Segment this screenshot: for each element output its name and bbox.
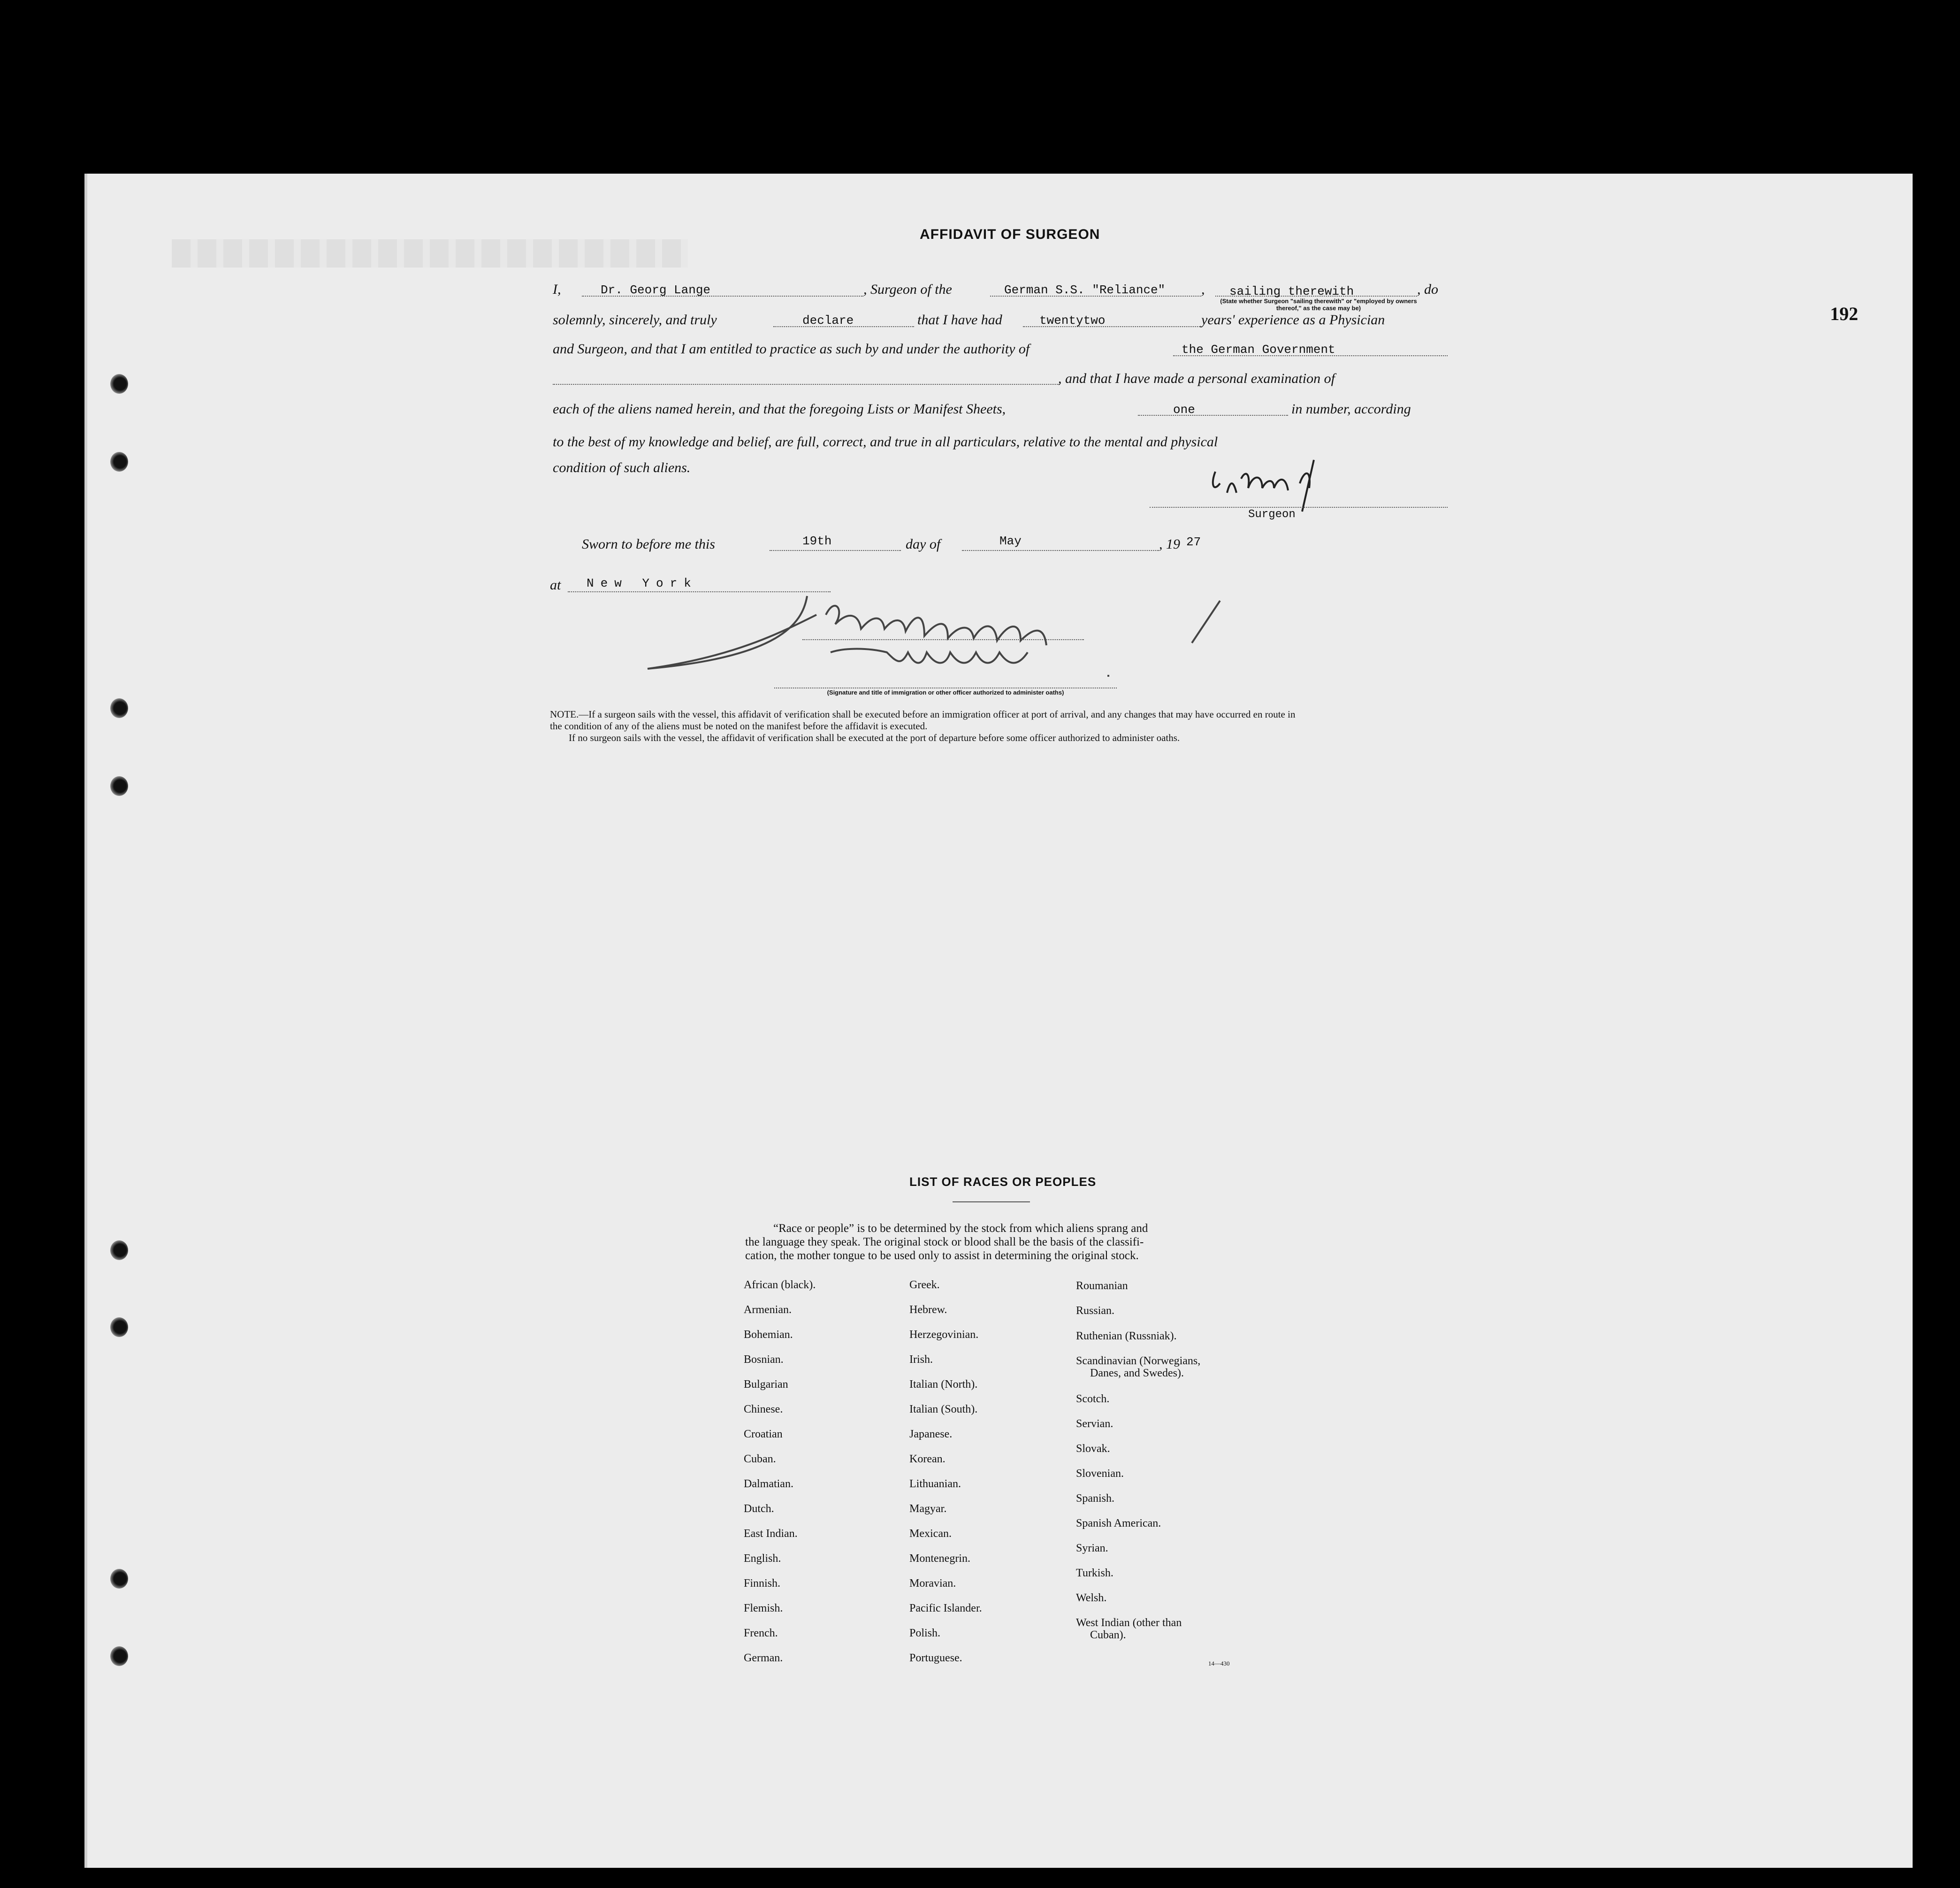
document-page xyxy=(84,174,1913,1868)
race-item: Dalmatian. xyxy=(744,1478,793,1490)
authority: the German Government xyxy=(1182,343,1335,357)
race-item: Cuban). xyxy=(1090,1629,1126,1641)
race-item: Korean. xyxy=(909,1453,946,1465)
race-item: Moravian. xyxy=(909,1577,956,1590)
race-item: Italian (South). xyxy=(909,1403,978,1415)
page-number: 192 xyxy=(1830,303,1858,324)
years-of-experience: twentytwo xyxy=(1039,313,1106,328)
race-item: Portuguese. xyxy=(909,1652,962,1664)
race-item: Syrian. xyxy=(1076,1542,1108,1554)
race-item: Magyar. xyxy=(909,1503,947,1515)
vessel-separator: , xyxy=(1201,282,1205,297)
races-intro-line-3: cation, the mother tongue to be used only to assist in determining the original stock. xyxy=(745,1249,1139,1262)
race-item: West Indian (other than xyxy=(1076,1617,1182,1629)
races-intro-line-1: “Race or people” is to be determined by the stock from which aliens sprang and xyxy=(773,1222,1148,1235)
sworn-month: May xyxy=(999,534,1022,548)
race-item: Scandinavian (Norwegians, xyxy=(1076,1355,1201,1367)
affidavit-line-7: condition of such aliens. xyxy=(553,460,691,475)
punch-hole xyxy=(110,452,128,472)
year-prefix: , 19 xyxy=(1159,536,1180,552)
punch-hole xyxy=(110,1317,128,1337)
punch-hole xyxy=(110,1646,128,1666)
affidavit-line-6: to the best of my knowledge and belief, are full, correct, and true in all particulars, relative to the mental and physical xyxy=(553,434,1218,450)
form-code: 14—430 xyxy=(1208,1660,1230,1667)
note-line-2: the condition of any of the aliens must be noted on the manifest before the affidavit is executed. xyxy=(550,720,928,732)
sailing-note: (State whether Surgeon "sailing therewith" or "employed by owners thereof," as the case may be) xyxy=(1220,298,1417,312)
race-item: Bulgarian xyxy=(744,1378,788,1391)
race-item: Dutch. xyxy=(744,1503,774,1515)
race-item: Spanish. xyxy=(1076,1492,1115,1505)
affidavit-line-2-mid: that I have had xyxy=(917,312,1002,328)
bleed-through-heading xyxy=(172,239,688,268)
race-item: Cuban. xyxy=(744,1453,776,1465)
race-item: Japanese. xyxy=(909,1428,953,1440)
race-item: Ruthenian (Russniak). xyxy=(1076,1330,1177,1342)
races-title: LIST OF RACES OR PEOPLES xyxy=(909,1175,1097,1189)
races-title-rule xyxy=(953,1201,1030,1202)
race-item: English. xyxy=(744,1552,781,1565)
sheet-count: one xyxy=(1173,403,1195,417)
race-item: Bohemian. xyxy=(744,1329,793,1341)
race-item: Bosnian. xyxy=(744,1353,784,1366)
sailing-status: sailing therewith xyxy=(1229,284,1354,298)
month-line xyxy=(962,550,1159,551)
affidavit-line-2-prefix: solemnly, sincerely, and truly xyxy=(553,312,717,328)
race-item: Slovak. xyxy=(1076,1443,1110,1455)
race-item: Italian (North). xyxy=(909,1378,978,1391)
race-item: Turkish. xyxy=(1076,1567,1113,1579)
race-item: Lithuanian. xyxy=(909,1478,961,1490)
race-item: Spanish American. xyxy=(1076,1517,1161,1529)
race-item: Polish. xyxy=(909,1627,941,1639)
note-line-3: If no surgeon sails with the vessel, the affidavit of verification shall be executed at the port of departure before some officer authorized to administer oaths. xyxy=(569,732,1180,743)
race-item: Herzegovinian. xyxy=(909,1329,979,1341)
race-item: Russian. xyxy=(1076,1305,1115,1317)
sworn-year: 27 xyxy=(1186,535,1201,549)
day-of-label: day of xyxy=(906,536,941,552)
race-item: Pacific Islander. xyxy=(909,1602,982,1614)
surgeon-name: Dr. Georg Lange xyxy=(601,283,711,297)
race-item: Flemish. xyxy=(744,1602,783,1614)
race-item: Irish. xyxy=(909,1353,933,1366)
race-item: Armenian. xyxy=(744,1304,792,1316)
race-item: African (black). xyxy=(744,1279,816,1291)
affidavit-line-3-prefix: and Surgeon, and that I am entitled to practice as such by and under the authority of xyxy=(553,341,1030,357)
race-item: Chinese. xyxy=(744,1403,783,1415)
sworn-day: 19th xyxy=(802,534,832,548)
race-item: Montenegrin. xyxy=(909,1552,970,1565)
punch-hole xyxy=(110,776,128,796)
note-line-1: NOTE.—If a surgeon sails with the vessel, this affidavit of verification shall be executed before an immigration officer at port of arrival, and any changes that may have occurred en route in xyxy=(550,709,1296,720)
race-item: German. xyxy=(744,1652,783,1664)
inspector-signature xyxy=(638,587,1248,695)
race-item: Slovenian. xyxy=(1076,1468,1124,1480)
authority-continuation-line xyxy=(553,384,1060,385)
punch-hole xyxy=(110,698,128,718)
race-item: French. xyxy=(744,1627,778,1639)
races-intro-line-2: the language they speak. The original stock or blood shall be the basis of the classifi- xyxy=(745,1236,1144,1248)
surgeon-signature-line xyxy=(1150,507,1448,508)
race-item: Roumanian xyxy=(1076,1280,1128,1292)
race-item: Danes, and Swedes). xyxy=(1090,1367,1184,1379)
declare-word: declare xyxy=(802,313,854,328)
surgeon-of-label: , Surgeon of the xyxy=(863,282,952,297)
race-item: Finnish. xyxy=(744,1577,781,1590)
race-item: Scotch. xyxy=(1076,1393,1110,1405)
race-item: Croatian xyxy=(744,1428,783,1440)
races-intro xyxy=(745,1222,1243,1262)
race-item: Mexican. xyxy=(909,1528,952,1540)
affidavit-title: AFFIDAVIT OF SURGEON xyxy=(920,227,1100,242)
sworn-prefix: Sworn to before me this xyxy=(582,536,715,552)
affidavit-line-5-prefix: each of the aliens named herein, and that the foregoing Lists or Manifest Sheets, xyxy=(553,401,1006,417)
affidavit-line-5-suffix: in number, according xyxy=(1291,401,1411,417)
race-item: Hebrew. xyxy=(909,1304,947,1316)
day-line xyxy=(770,550,901,551)
text-i: I, xyxy=(553,282,561,297)
at-prefix: at xyxy=(550,577,561,593)
affidavit-note xyxy=(550,709,1451,744)
affidavit-line-2-suffix: years' experience as a Physician xyxy=(1201,312,1385,328)
line1-suffix: , do xyxy=(1417,282,1438,297)
punch-hole xyxy=(110,1240,128,1260)
race-item: Welsh. xyxy=(1076,1592,1107,1604)
sworn-place: New York xyxy=(587,576,698,590)
vessel-name: German S.S. "Reliance" xyxy=(1004,283,1166,297)
punch-hole xyxy=(110,1569,128,1589)
punch-hole xyxy=(110,374,128,394)
race-item: Servian. xyxy=(1076,1418,1113,1430)
race-item: East Indian. xyxy=(744,1528,798,1540)
affidavit-line-1 xyxy=(553,282,561,298)
surgeon-label: Surgeon xyxy=(1248,508,1296,521)
inspector-caption: (Signature and title of immigration or other officer authorized to administer oaths) xyxy=(827,689,1064,696)
race-item: Greek. xyxy=(909,1279,940,1291)
inspector-line-1 xyxy=(802,639,1084,640)
affidavit-line-4-suffix: , and that I have made a personal examination of xyxy=(1058,371,1335,386)
sheet-count-line xyxy=(1138,415,1288,416)
